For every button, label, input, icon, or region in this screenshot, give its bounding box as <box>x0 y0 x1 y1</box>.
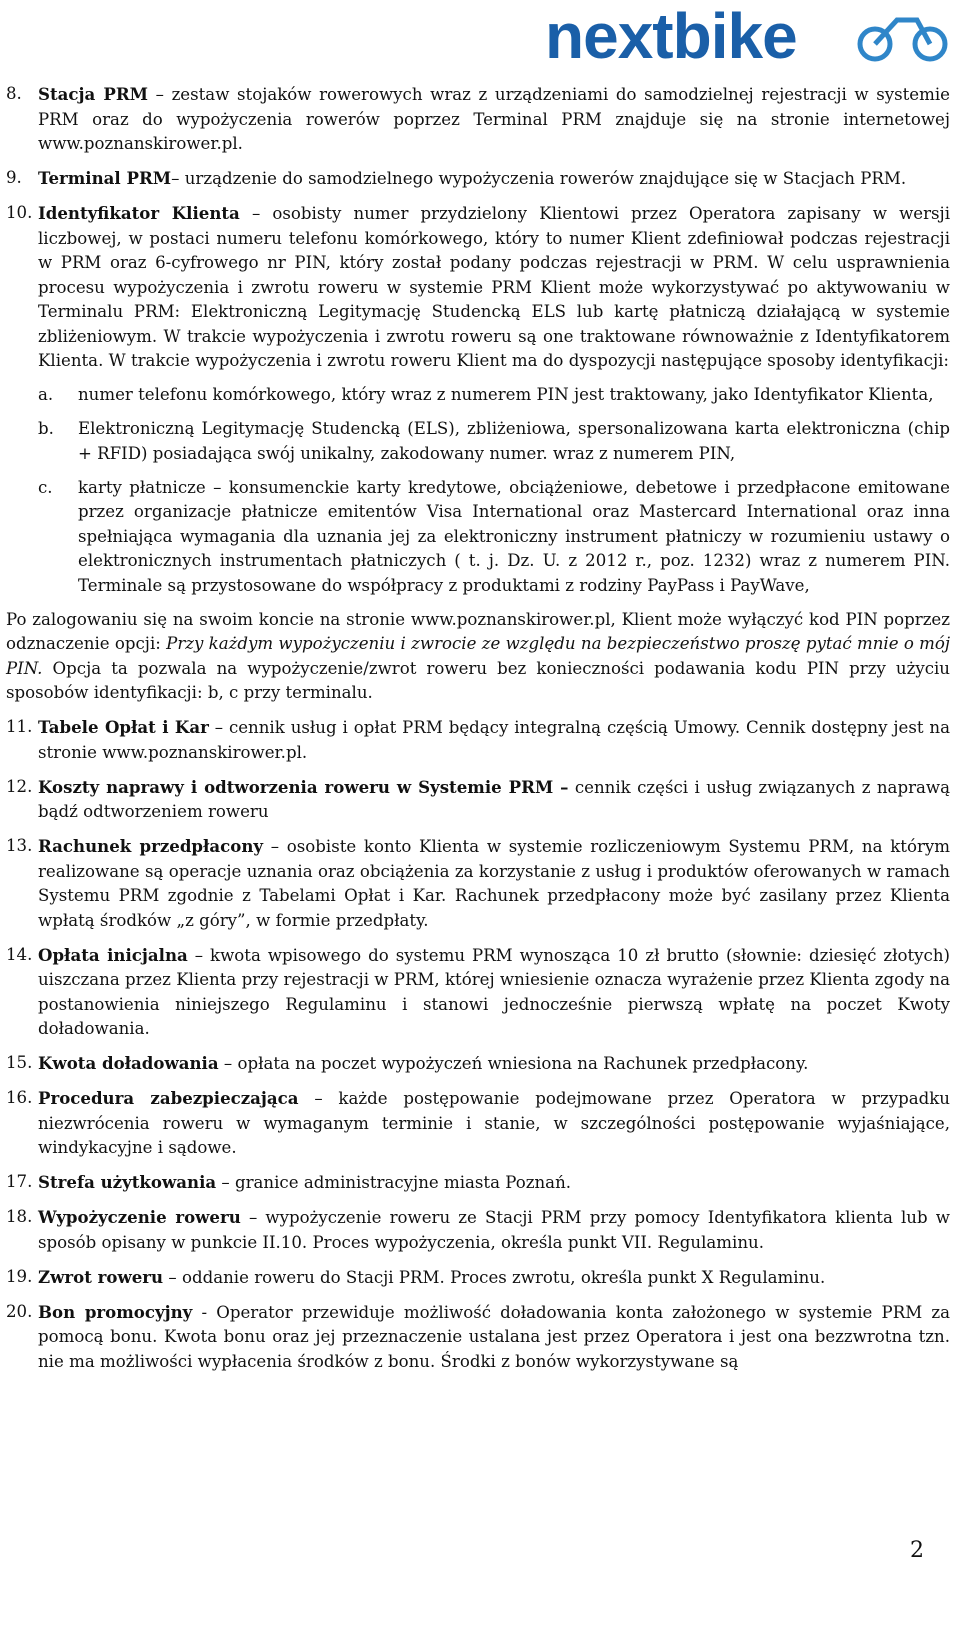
item-text: – zestaw stojaków rowerowych wraz z urządzeniami do samodzielnej rejestracji w systemie PRM oraz do wypożyczenia rowerów poprzez Terminal PRM znajduje się na stronie internetowej www.poznanskirower.pl. <box>38 85 950 153</box>
item-term: Koszty naprawy i odtworzenia roweru w Systemie PRM – <box>38 776 569 797</box>
document-body <box>6 82 950 1384</box>
item-text: cennik części i usług związanych z naprawą bądź odtworzeniem roweru <box>38 777 950 821</box>
subitem-text: numer telefonu komórkowego, który wraz z numerem PIN jest traktowany, jako Identyfikator Klienta, <box>78 385 934 404</box>
item-number: 16. <box>6 1088 33 1107</box>
item-term: Zwrot roweru <box>38 1266 164 1287</box>
definition-item-17 <box>6 1170 950 1196</box>
item-term: Strefa użytkowania <box>38 1172 217 1192</box>
subitem-text: Elektroniczną Legitymację Studencką (ELS), zbliżeniowa, spersonalizowana karta elektroniczna (chip + RFID) posiadająca swój unikalny, zakodowany numer. wraz z numerem PIN, <box>78 419 950 463</box>
definition-item-10 <box>6 201 950 374</box>
subitem-text: karty płatnicze – konsumenckie karty kredytowe, obciążeniowe, debetowe i przedpłacone emitowane przez organizacje płatnicze emitentów Visa International oraz Mastercard International oraz inna spełniająca wymagania dla uznania jej za elektroniczny instrument płatniczy w rozumieniu ustawy o elektronicznych instrumentach płatniczych ( t. j. Dz. U. z 2012 r., poz. 1232) wraz z numerem PIN. Terminale są przystosowane do współpracy z produktami z rodziny PayPass i PayWave, <box>78 477 950 595</box>
paragraph-option-italic: Przy każdym wypożyczeniu i zwrocie ze względu na bezpieczeństwo proszę pytać mnie o mój PIN. <box>6 634 950 678</box>
subitem-letter: c. <box>38 477 53 497</box>
item-text: – osobiste konto Klienta w systemie rozliczeniowym Systemu PRM, na którym realizowane są operacje uznania oraz obciążenia za korzystanie z usług i produktów oferowanych w ramach Systemu PRM zgodnie z Tabelami Opłat i Kar. Rachunek przedpłacony może być zasilany przez Klienta wpłatą środków „z góry”, w formie przedpłaty. <box>38 837 950 930</box>
item-text: – urządzenie do samodzielnego wypożyczenia rowerów znajdujące się w Stacjach PRM. <box>171 169 907 188</box>
item-number: 20. <box>6 1301 33 1321</box>
item-number: 13. <box>6 836 33 855</box>
definition-item-18 <box>6 1205 950 1255</box>
item-number: 12. <box>6 776 33 796</box>
paragraph-text: Po zalogowaniu się na swoim koncie na stronie www.poznanskirower.pl, Klient może wyłączyć kod PIN poprzez odznaczenie opcji: <box>6 609 950 653</box>
subitem-letter: b. <box>38 419 54 438</box>
bike-icon <box>860 20 945 59</box>
item-term: Kwota doładowania <box>38 1053 219 1073</box>
definition-item-16 <box>6 1086 950 1161</box>
item-term: Rachunek przedpłacony <box>38 836 264 856</box>
definition-item-8 <box>6 82 950 157</box>
definition-item-15 <box>6 1051 950 1077</box>
item-term: Tabele Opłat i Kar <box>38 717 209 737</box>
item-term: Bon promocyjny <box>38 1301 193 1322</box>
subitem-letter: a. <box>38 385 54 404</box>
item-term: Stacja PRM <box>38 84 149 104</box>
definition-item-13 <box>6 834 950 933</box>
item-term: Terminal PRM <box>38 168 172 188</box>
item-term: Procedura zabezpieczająca <box>38 1088 299 1108</box>
subitem-c <box>6 476 950 599</box>
item-text: – oddanie roweru do Stacji PRM. Proces zwrotu, określa punkt X Regulaminu. <box>163 1267 826 1287</box>
item-number: 17. <box>6 1172 33 1191</box>
item-number: 8. <box>6 84 22 103</box>
paragraph-text: Opcja ta pozwala na wypożyczenie/zwrot roweru bez konieczności podawania kodu PIN przy użyciu sposobów identyfikacji: b, c przy terminalu. <box>6 658 950 702</box>
item-term: Opłata inicjalna <box>38 944 188 965</box>
page-number: 2 <box>910 1538 924 1563</box>
pin-paragraph <box>6 608 950 706</box>
item-text: – cennik usług i opłat PRM będący integralną częścią Umowy. Cennik dostępny jest na stronie www.poznanskirower.pl. <box>38 718 950 762</box>
definition-item-9 <box>6 166 950 192</box>
definition-item-11 <box>6 715 950 765</box>
nextbike-logo-graphic <box>545 6 955 68</box>
item-text: – granice administracyjne miasta Poznań. <box>216 1173 572 1192</box>
item-number: 11. <box>6 717 33 736</box>
logo-text: nextbike <box>545 6 797 68</box>
subitem-b <box>6 417 950 466</box>
subitem-a <box>6 383 950 408</box>
definition-item-20 <box>6 1300 950 1375</box>
item-number: 15. <box>6 1053 33 1072</box>
item-text: - Operator przewiduje możliwość doładowania konta założonego w systemie PRM za pomocą bonu. Kwota bonu oraz jej przeznaczenie ustalana jest przez Operatora i jest ona bezzwrotna tzn. nie ma możliwości wypłacenia środków z bonu. Środki z bonów wykorzystywane są <box>38 1302 950 1371</box>
item-text: – osobisty numer przydzielony Klientowi przez Operatora zapisany w wersji liczbowej, w postaci numeru telefonu komórkowego, który to numer Klient zdefiniował podczas rejestracji w PRM oraz 6-cyfrowego nr PIN, który został podany podczas rejestracji w PRM. W celu usprawnienia procesu wypożyczenia i zwrotu roweru w systemie PRM Klient może wykorzystywać po aktywowaniu w Terminalu PRM: Elektroniczną Legitymację Studencką ELS lub kartę płatniczą działającą w systemie zbliżeniowym. W trakcie wypożyczenia i zwrotu roweru są one traktowane równoważnie z Identyfikatorem Klienta. W trakcie wypożyczenia i zwrotu roweru Klient ma do dyspozycji następujące sposoby identyfikacji: <box>38 204 950 370</box>
item-text: – opłata na poczet wypożyczeń wniesiona na Rachunek przedpłacony. <box>218 1054 809 1073</box>
item-text: – każde postępowanie podejmowane przez Operatora w przypadku niezwrócenia roweru w wymaganym terminie i stanie, w szczególności postępowanie wyjaśniające, windykacyjne i sądowe. <box>38 1089 950 1157</box>
item-text: – kwota wpisowego do systemu PRM wynosząca 10 zł brutto (słownie: dziesięć złotych) uiszczana przez Klienta przy rejestracji w PRM, której wniesienie oznacza wyrażenie przez Klienta zgody na postanowienia niniejszego Regulaminu i stanowi jednocześnie pierwszą wpłatę na poczet Kwoty doładowania. <box>38 945 951 1038</box>
item-number: 9. <box>6 168 22 187</box>
item-term: Identyfikator Klienta <box>38 203 240 223</box>
definition-item-12 <box>6 775 950 825</box>
nextbike-logo <box>545 6 955 68</box>
item-number: 19. <box>6 1266 33 1286</box>
item-text: – wypożyczenie roweru ze Stacji PRM przy pomocy Identyfikatora klienta lub w sposób opisany w punkcie II.10. Proces wypożyczenia, określa punkt VII. Regulaminu. <box>38 1208 950 1252</box>
item-number: 10. <box>6 203 33 222</box>
item-number: 14. <box>6 944 33 964</box>
item-term: Wypożyczenie roweru <box>38 1207 241 1227</box>
definition-item-14 <box>6 943 950 1042</box>
item-number: 18. <box>6 1207 33 1226</box>
definition-item-19 <box>6 1265 950 1291</box>
